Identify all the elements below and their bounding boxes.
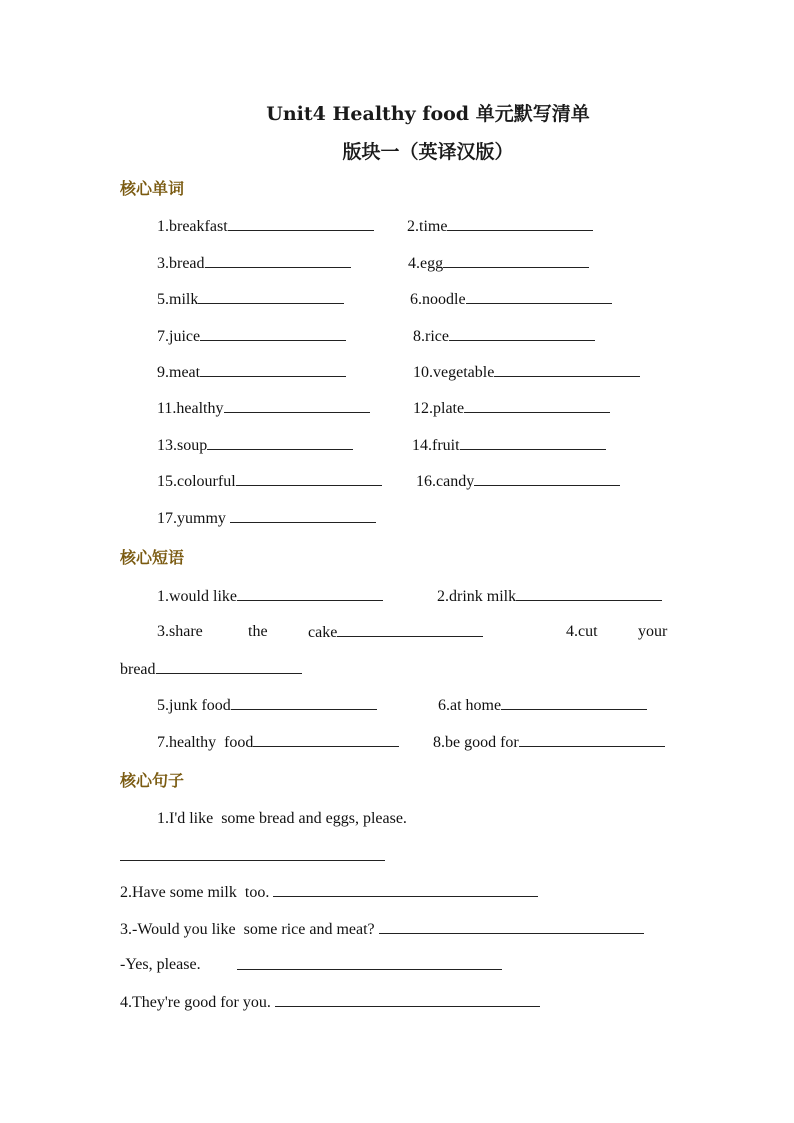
section-heading-sentences: 核心句子 (120, 771, 185, 790)
answer-blank[interactable] (494, 362, 640, 377)
answer-blank[interactable] (236, 471, 382, 486)
section-heading-words: 核心单词 (120, 179, 185, 198)
answer-blank[interactable] (519, 732, 665, 747)
answer-blank[interactable] (460, 435, 606, 450)
sentence-reply: -Yes, please. (120, 956, 201, 973)
section-heading-phrases: 核心短语 (120, 548, 185, 567)
word-item: 9.meat (157, 362, 346, 383)
sentence-item: 1.I'd like some bread and eggs, please. (157, 810, 407, 827)
phrase-word: the (248, 623, 268, 640)
word-item: 16.candy (416, 471, 620, 492)
word-item: 10.vegetable (413, 362, 640, 383)
phrase-item: cake (308, 622, 483, 643)
answer-blank[interactable] (224, 398, 370, 413)
answer-blank[interactable] (205, 253, 351, 268)
answer-blank[interactable] (237, 955, 502, 970)
phrase-word: 3.share (157, 623, 203, 640)
answer-blank[interactable] (228, 216, 374, 231)
word-item: 4.egg (408, 253, 589, 274)
word-item: 11.healthy (157, 398, 370, 419)
sentence-item: 3.-Would you like some rice and meat? (120, 919, 644, 940)
word-item: 14.fruit (412, 435, 606, 456)
answer-blank[interactable] (156, 659, 302, 674)
page-subtitle: 版块一（英译汉版） (342, 141, 514, 163)
answer-blank[interactable] (443, 253, 589, 268)
word-item: 17.yummy (157, 508, 376, 529)
answer-blank[interactable] (237, 586, 383, 601)
answer-blank[interactable] (120, 846, 385, 861)
answer-blank[interactable] (466, 289, 612, 304)
answer-blank[interactable] (198, 289, 344, 304)
sentence-answer-line (120, 846, 385, 867)
answer-blank[interactable] (253, 732, 399, 747)
answer-blank[interactable] (207, 435, 353, 450)
answer-blank[interactable] (275, 992, 540, 1007)
answer-blank[interactable] (200, 326, 346, 341)
answer-blank[interactable] (474, 471, 620, 486)
answer-blank[interactable] (464, 398, 610, 413)
word-item: 6.noodle (410, 289, 612, 310)
phrase-item: 8.be good for (433, 732, 665, 753)
word-item: 13.soup (157, 435, 353, 456)
phrase-item: 7.healthy food (157, 732, 399, 753)
sentence-item: 2.Have some milk too. (120, 882, 538, 903)
page-title: Unit4 Healthy food 单元默写清单 (266, 103, 590, 125)
answer-blank[interactable] (230, 508, 376, 523)
word-item: 2.time (407, 216, 593, 237)
word-item: 8.rice (413, 326, 595, 347)
sentence-item: 4.They're good for you. (120, 992, 540, 1013)
word-item: 15.colourful (157, 471, 382, 492)
phrase-item: 1.would like (157, 586, 383, 607)
answer-blank[interactable] (449, 326, 595, 341)
phrase-item: 5.junk food (157, 695, 377, 716)
answer-blank[interactable] (516, 586, 662, 601)
answer-blank[interactable] (337, 622, 483, 637)
answer-blank[interactable] (501, 695, 647, 710)
phrase-word: your (638, 623, 668, 640)
word-item: 5.milk (157, 289, 344, 310)
phrase-item: bread (120, 659, 302, 680)
answer-blank[interactable] (231, 695, 377, 710)
answer-blank[interactable] (200, 362, 346, 377)
answer-blank[interactable] (447, 216, 593, 231)
word-item: 7.juice (157, 326, 346, 347)
phrase-item: 6.at home (438, 695, 647, 716)
word-item: 12.plate (413, 398, 610, 419)
word-item: 1.breakfast (157, 216, 374, 237)
sentence-answer-line (237, 955, 502, 976)
phrase-item: 2.drink milk (437, 586, 662, 607)
answer-blank[interactable] (379, 919, 644, 934)
phrase-word: 4.cut (566, 623, 598, 640)
answer-blank[interactable] (273, 882, 538, 897)
word-item: 3.bread (157, 253, 351, 274)
